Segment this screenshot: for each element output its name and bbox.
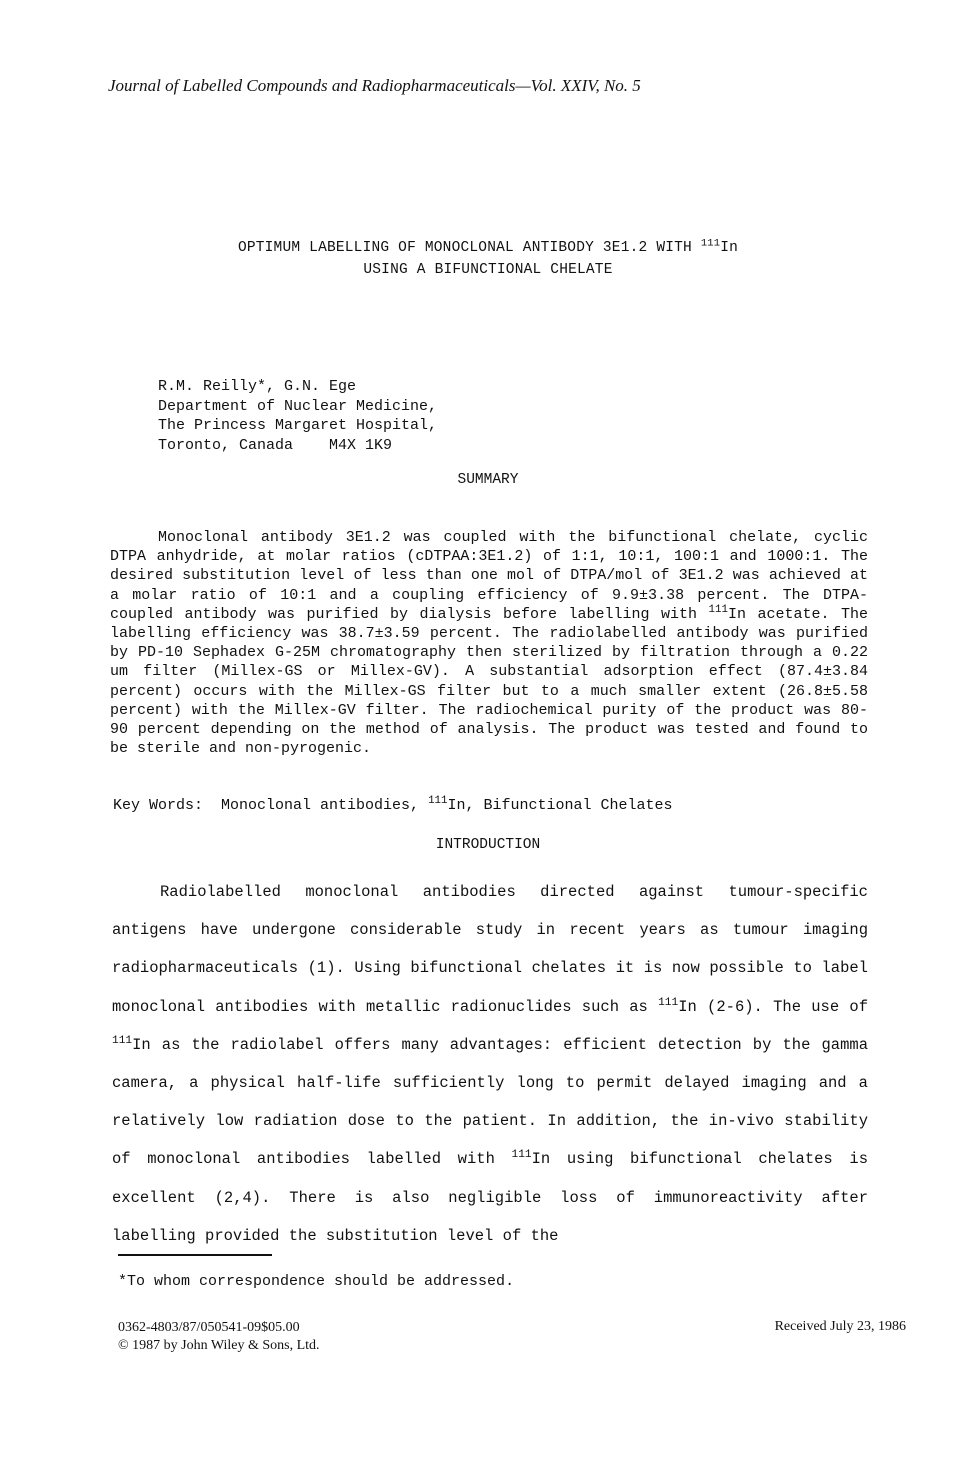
article-title-line-1 (0, 237, 976, 256)
key-words-superscript: 111 (428, 795, 448, 808)
intro-superscript-1: 111 (658, 996, 679, 1009)
intro-text-2: In (2-6). The use of (678, 997, 868, 1016)
author-names: R.M. Reilly*, G.N. Ege (158, 378, 357, 395)
title-text-end: In (720, 240, 739, 256)
intro-superscript-2: 111 (112, 1034, 133, 1047)
footnote-rule (118, 1254, 272, 1256)
title-superscript: 111 (700, 237, 721, 250)
journal-header: Journal of Labelled Compounds and Radiopharmaceuticals—Vol. XXIV, No. 5 (108, 76, 641, 95)
author-department: Department of Nuclear Medicine, (158, 397, 438, 415)
introduction-heading: INTRODUCTION (435, 837, 541, 853)
copyright-line: © 1987 by John Wiley & Sons, Ltd. (118, 1338, 320, 1353)
author-block (158, 377, 437, 455)
publication-codes (118, 1319, 320, 1355)
author-city: Toronto, Canada M4X 1K9 (158, 436, 393, 454)
key-words-label: Key Words: Monoclonal antibodies, (113, 797, 429, 814)
title-text: OPTIMUM LABELLING OF MONOCLONAL ANTIBODY 3E1.2 WITH (237, 240, 701, 256)
summary-text-1: Monoclonal antibody 3E1.2 was coupled with the bifunctional chelate, cyclic DTPA anhydride, at molar ratios (cDTPAA:3E1.2) of 1:1, 10:1, 100:1 and 1000:1. The desired substitution level of less than one mol of DTPA/mol of 3E1.2 was achieved at a molar ratio of 10:1 and a coupling efficiency of 9.9±3.38 percent. The DTPA-coupled antibody was purified by dialysis before labelling with (110, 529, 868, 623)
received-date: Received July 23, 1986 (774, 1319, 906, 1334)
summary-superscript: 111 (708, 603, 728, 616)
footnote: *To whom correspondence should be addressed. (118, 1273, 515, 1290)
summary-paragraph (110, 528, 868, 758)
summary-text-2: In acetate. The labelling efficiency was 38.7±3.59 percent. The radiolabelled antibody was purified by PD-10 Sephadex G-25M chromatography then sterilized by filtration through a 0.22 um filter (Millex-GS or Millex-GV). A substantial adsorption effect (87.4±3.84 percent) occurs with the Millex-GS filter but to a much smaller extent (26.8±5.58 percent) with the Millex-GV filter. The radiochemical purity of the product was 80-90 percent depending on the method of analysis. The product was tested and found to be sterile and non-pyrogenic. (110, 605, 868, 758)
key-words-list: In, Bifunctional Chelates (447, 797, 673, 814)
intro-text-4: In using bifunctional chelates is excellent (2,4). There is also negligible loss of immunoreactivity after labelling provided the substitution level of the (112, 1150, 868, 1245)
author-hospital: The Princess Margaret Hospital, (158, 417, 438, 434)
intro-text-3: In as the radiolabel offers many advantages: efficient detection by the gamma camera, a physical half-life sufficiently long to permit delayed imaging and a relatively low radiation dose to the patient. In addition, the in-vivo stability of monoclonal antibodies labelled with (112, 1035, 868, 1169)
introduction-paragraph (112, 873, 868, 1255)
key-words (113, 797, 673, 814)
intro-text-1: Radiolabelled monoclonal antibodies directed against tumour-specific antigens have undergone considerable study in recent years as tumour imaging radiopharmaceuticals (1). Using bifunctional chelates it is now possible to label monoclonal antibodies with metallic radionuclides such as (112, 883, 868, 1016)
summary-heading: SUMMARY (457, 472, 519, 488)
article-title-line-2: USING A BIFUNCTIONAL CHELATE (363, 262, 613, 278)
intro-superscript-3: 111 (511, 1149, 532, 1162)
issn-code: 0362-4803/87/050541-09$05.00 (118, 1320, 300, 1335)
